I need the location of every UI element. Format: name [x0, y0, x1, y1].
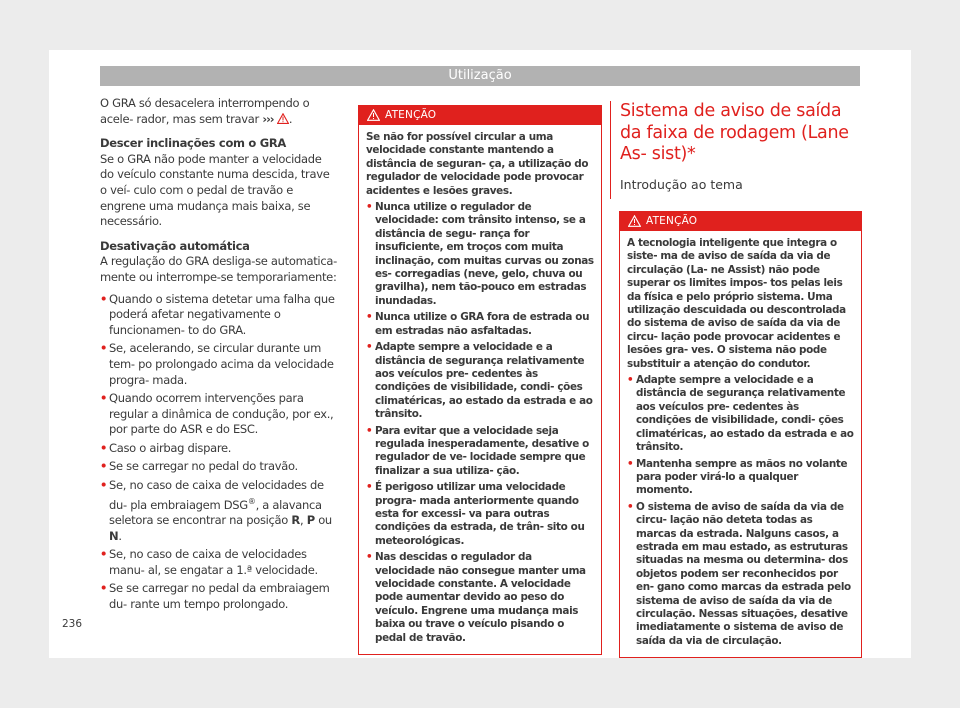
list-item: • Mantenha sempre as mãos no volante para poder virá-lo a qualquer momento. — [627, 458, 854, 498]
warning-triangle-icon — [367, 109, 380, 121]
descents-paragraph: Se o GRA não pode manter a velocidade do veículo constante numa descida, trave o veí- culo com o pedal de travão e engrene uma mudança mais baixa, se necessário. — [100, 151, 330, 229]
list-item: • Nunca utilize o GRA fora de estrada ou em estradas não asfaltadas. — [366, 311, 594, 338]
chapter-header — [100, 66, 860, 86]
section-subtitle: Introdução ao tema — [620, 177, 743, 192]
warning-header — [359, 106, 601, 125]
list-item: • Se, no caso de caixa de velocidades manu- al, se engatar a 1.ª velocidade. — [100, 547, 338, 578]
list-item: • É perigoso utilizar uma velocidade progra- mada anteriormente quando esta for excessi- va para outras condições da estrada, de trân- sito ou meteorológicas. — [366, 481, 594, 548]
cross-reference-arrows[interactable]: ››› — [262, 111, 274, 126]
warning-list — [627, 374, 854, 648]
warning-header — [620, 212, 861, 231]
section-heading-descents: Descer inclinações com o GRA — [100, 136, 287, 151]
list-item: • Se se carregar no pedal da embraiagem du- rante um tempo prolongado. — [100, 581, 338, 612]
intro-paragraph: O GRA só desacelera interrompendo o acele- rador, mas sem travar ››› . — [100, 96, 310, 126]
warning-box-lane-assist — [619, 211, 862, 658]
section-heading-auto-deactivation: Desativação automática — [100, 238, 250, 253]
list-item: • Caso o airbag dispare. — [100, 441, 338, 457]
warning-paragraph: A tecnologia inteligente que integra o siste- ma de aviso de saída da via de circulação (La- ne Assist) não pode superar os limites impos- tos pelas leis da física e pelo próprio sistema. Uma utilização descuidada ou descontrolada do sistema de aviso de saída da via de circu- lação pode provocar acidentes e lesões gra- ves. O sistema não pode substituir a atenção do condutor. — [627, 237, 846, 370]
warning-body — [359, 125, 601, 654]
list-item: • Adapte sempre a velocidade e a distância de segurança relativamente aos veículos pre- cedentes às condições de visibilidade, condi- ções climatéricas, ao estado da estrada e ao trânsito. — [366, 341, 594, 421]
warning-triangle-icon — [628, 215, 641, 227]
warning-box-cruise-control — [358, 105, 602, 655]
warning-body — [620, 231, 861, 657]
list-item: • Quando o sistema detetar uma falha que poderá afetar negativamente o funcionamen- to do GRA. — [100, 292, 338, 339]
column-left — [100, 96, 338, 616]
chapter-title: Utilização — [448, 68, 512, 83]
warning-label: ATENÇÃO — [646, 215, 698, 227]
deactivation-list — [100, 292, 338, 613]
warning-label: ATENÇÃO — [385, 109, 437, 121]
list-item: • Para evitar que a velocidade seja regulada inesperadamente, desative o regulador de ve- locidade sempre que finalizar a sua utiliza- ção. — [366, 425, 594, 479]
list-item: • Se, acelerando, se circular durante um tem- po prolongado acima da velocidade progra- mada. — [100, 341, 338, 388]
section-accent-rule — [610, 101, 611, 199]
list-item: • Nunca utilize o regulador de velocidade: com trânsito intenso, se a distância de segu- rança for insuficiente, em troços com muita inclinação, com muitas curvas ou zonas es- corregadias (neve, gelo, chuva ou gravilha), nem tão-pouco em estradas inundadas. — [366, 201, 594, 308]
list-item: • Se se carregar no pedal do travão. — [100, 459, 338, 475]
list-item: • Quando ocorrem intervenções para regular a dinâmica de condução, por ex., por parte do ASR e do ESC. — [100, 391, 338, 438]
warning-list — [366, 201, 594, 645]
warning-triangle-icon — [277, 113, 289, 124]
warning-paragraph: Se não for possível circular a uma velocidade constante mantendo a distância de seguran- ça, a utilização do regulador de velocidade pode provocar acidentes e lesões graves. — [366, 131, 589, 197]
section-title-lane-assist: Sistema de aviso de saída da faixa de rodagem (Lane As- sist)* — [620, 101, 849, 164]
page-number: 236 — [62, 618, 83, 630]
list-item: • O sistema de aviso de saída da via de circu- lação não deteta todas as marcas da estrada. Nalguns casos, a estrada em mau estado, as estruturas situadas na mesma ou determina- dos objetos podem ser reconhecidos por en- gano como marcas da estrada pelo sistema de aviso de saída da via de circulação. Nessas situações, desative imediatamente o sistema de aviso de saída da via de circulação. — [627, 501, 854, 648]
auto-deactivation-paragraph: A regulação do GRA desliga-se automatica- mente ou interrompe-se temporariamente: — [100, 254, 337, 284]
list-item: • Nas descidas o regulador da velocidade não consegue manter uma velocidade constante. A velocidade pode aumentar devido ao peso do veículo. Engrene uma mudança mais baixa ou trave o veículo pisando o pedal de travão. — [366, 551, 594, 645]
list-item: • Se, no caso de caixa de velocidades de du- pla embraiagem DSG®, a alavanca seletora se encontrar na posição R, P ou N. — [100, 478, 338, 544]
list-item: • Adapte sempre a velocidade e a distância de segurança relativamente aos veículos pre- cedentes às condições de visibilidade, condi- ções climatéricas, ao estado da estrada e ao trânsito. — [627, 374, 854, 454]
